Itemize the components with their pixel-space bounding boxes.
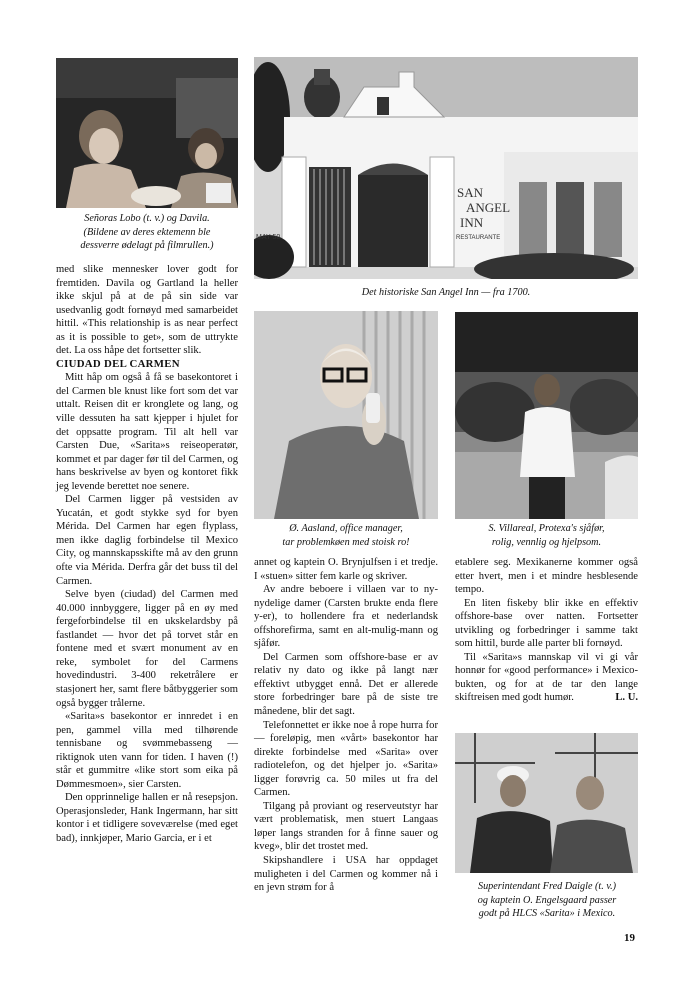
caption-line: Ø. Aasland, office manager,: [289, 523, 403, 534]
page-number: 19: [624, 932, 635, 944]
photo-villareal: [455, 312, 638, 519]
sign-text: SAN: [457, 185, 484, 200]
photo-lobo-davila: [56, 58, 238, 208]
body-paragraph: etablere seg. Mexikanerne kommer også etter hvert, men i et mindre hesblesende tempo.: [455, 557, 638, 596]
photo-daigle-engelsgaard: [455, 733, 638, 873]
caption-line: tar problemkøen med stoisk ro!: [282, 536, 410, 548]
sign-text: INN: [460, 215, 484, 230]
article-column-1: [56, 263, 238, 846]
caption-line: (Bildene av deres ektemenn ble: [83, 226, 211, 238]
body-paragraph: Telefonnettet er ikke noe å rope hurra for — foreløpig, men «vårt» basekontor har direkte forbindelse med «Sarita» over radiotelefon, og det hjelper jo. «Sarita» ligger forøvrig ca. 50 miles ut fra del Carmen.: [254, 719, 438, 799]
photo-san-angel-inn: [254, 57, 638, 279]
section-heading: CIUDAD DEL CARMEN: [56, 357, 180, 370]
caption-aasland: [254, 522, 438, 549]
body-paragraph: Av andre beboere i villaen var to ny-nydelige damer (Carsten brukte enda flere y-er), to hollendere fra et nederlandsk offshorefirma, samt en alt-mulig-mann og sjåfør.: [254, 584, 438, 650]
caption-line: og kaptein O. Engelsgaard passer: [477, 894, 617, 906]
body-text: Til «Sarita»s mannskap vil vi gi vår honnør for «good performance» i Mexico-bukten, og for at de tar den lange skiftreisen med godt humør.: [455, 651, 638, 704]
caption-san-angel-inn: Det historiske San Angel Inn — fra 1700.: [361, 287, 531, 298]
author-signature: L. U.: [615, 692, 638, 704]
number-plate: MAY 50: [256, 234, 281, 241]
body-paragraph: Mitt håp om også å få se basekontoret i del Carmen ble knust like fort som det var uttalt. Reisen dit er kronglete og lang, og ville dessuten ha satt kjepper i hjulet for det oppsatte program. Til alt hell var Carsten Due, «Sarita»s reiseoperatør, kommet et par dager før til del Carmen, og hans beskrivelse av byen og kontoret fikk jeg levende berettet noe senere.: [56, 372, 238, 492]
body-paragraph: med slike mennesker lover godt for fremtiden. Davila og Gartland la heller ikke skjul på at de på sin side var usedvanlig godt fornøyd med samarbeidet hittil. «This relationship is as near perfect as it is possible to get», som de uttrykte det. La oss håpe det fortsetter slik.: [56, 264, 238, 357]
article-column-2: [254, 556, 438, 895]
caption-daigle-engelsgaard: [452, 880, 642, 921]
article-column-3: [455, 556, 638, 705]
caption-lobo-davila: [56, 212, 238, 253]
sign-text: RESTAURANTE: [456, 235, 501, 241]
caption-line: rolig, vennlig og hjelpsom.: [491, 536, 602, 548]
body-paragraph: annet og kaptein O. Brynjulfsen i et tredje. I «stuen» sitter fem karle og skriver.: [254, 557, 438, 582]
caption-villareal: [455, 522, 638, 549]
caption-line: godt på HLCS «Sarita» i Mexico.: [478, 908, 616, 920]
caption-line: Superintendant Fred Daigle (t. v.): [477, 881, 617, 892]
body-paragraph: En liten fiskeby blir ikke en effektiv offshore-base over natten. Fortsetter utvikling og forbedringer i samme takt som hittil, burde alle parter bli fornøyd.: [455, 597, 638, 650]
body-paragraph: [455, 651, 638, 705]
sign-text: ANGEL: [466, 200, 511, 215]
body-paragraph: Del Carmen ligger på vestsiden av Yucatán, et godt stykke syd for byen Mérida. Del Carmen har egen flyplass, men ikke daglig forbindelse til Mexico City, og mannskapsskifte må av den grunn ofte via Mérida. Derfra går det buss til del Carmen.: [56, 494, 238, 587]
body-paragraph: Den opprinnelige hallen er nå resepsjon. Operasjonsleder, Hank Ingermann, har sitt kontor i et tidligere soveværelse (med eget bad), innkjøper, Mario Garcia, er i et: [56, 792, 238, 844]
caption-line: dessverre ødelagt på filmrullen.): [80, 240, 214, 252]
photo-aasland: [254, 311, 438, 519]
caption-line: S. Villareal, Protexa's sjåfør,: [488, 523, 605, 534]
body-paragraph: «Sarita»s basekontor er innredet i en pen, gammel villa med tilhørende tennisbane og svømmebasseng — riktignok uten vann for tiden. I haven (!) står et gummitre «like stort som eika på Dømmesmoen», sier Carsten.: [56, 711, 238, 790]
body-paragraph: Del Carmen som offshore-base er av relativ ny dato og ikke på langt nær effektivt utbygget ennå. Det er allerede store forbedringer bare på de siste tre månedene, blir det sagt.: [254, 651, 438, 718]
caption-line: Señoras Lobo (t. v.) og Davila.: [84, 213, 210, 224]
body-paragraph: Skipshandlere i USA har oppdaget muligheten i del Carmen og kommer nå i en jevn strøm for å: [254, 855, 438, 894]
body-paragraph: Tilgang på proviant og reserveutstyr har vært problematisk, men stuert Langaas løper langs stranden for å finne sauer og kveg», blir det trostet med.: [254, 800, 438, 853]
body-paragraph: Selve byen (ciudad) del Carmen med 40.000 innbyggere, ligger på en øy med fergeforbindelse til en ukskelardsby på fastlandet — hvor det på torvet står en fontene med et svært monument av en reke, symbolet for del Carmens hovedindustri. 3-400 reketrålere er stasjonert her, samt flere båtbyggerier som også bygger trålerne.: [56, 589, 238, 709]
